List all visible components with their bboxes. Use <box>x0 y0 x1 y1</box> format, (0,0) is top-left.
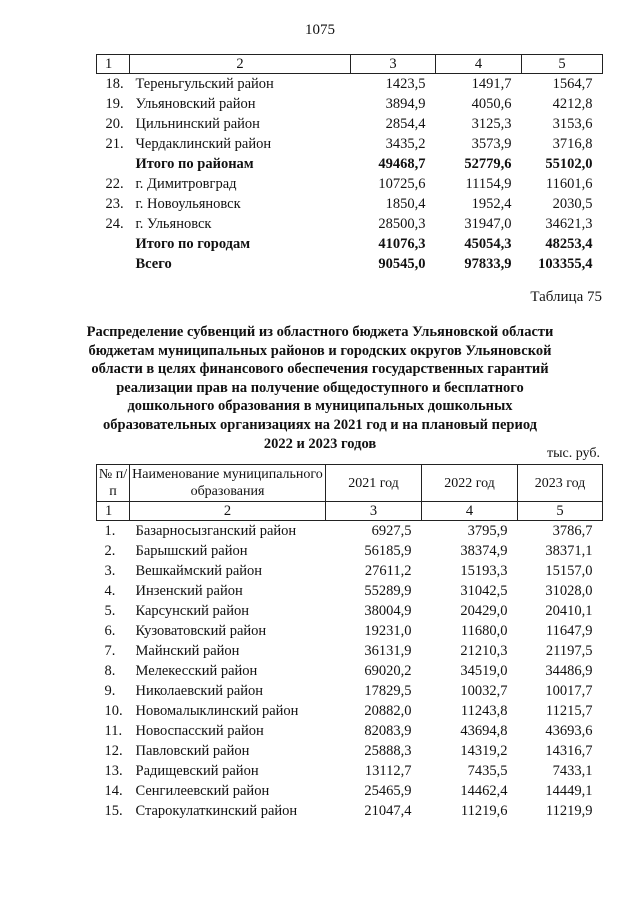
row-number: 18. <box>105 75 124 92</box>
allocation-table-continuation <box>96 54 603 274</box>
value-2021: 56185,9 <box>364 542 412 559</box>
value-col-5: 2030,5 <box>552 195 593 212</box>
value-col-3: 2854,4 <box>385 115 426 132</box>
municipality-name: Тереньгульский район <box>135 75 274 92</box>
column-number: 2 <box>130 55 351 74</box>
value-2021: 55289,9 <box>364 582 412 599</box>
title-line: Распределение субвенций из областного бюджета Ульяновской области <box>86 324 554 340</box>
row-number: 14. <box>104 782 123 799</box>
row-number: 11. <box>104 722 123 739</box>
municipality-name: Вешкаймский район <box>135 562 263 579</box>
value-2022: 20429,0 <box>460 602 508 619</box>
value-2023: 11219,9 <box>545 802 593 819</box>
value-2022: 11219,6 <box>460 802 508 819</box>
value-2023: 11215,7 <box>545 702 593 719</box>
column-number-row <box>97 502 603 521</box>
header-row <box>97 465 603 502</box>
row-number: 13. <box>104 762 123 779</box>
value-col-3: 49468,7 <box>378 155 426 172</box>
row-number: 21. <box>105 135 124 152</box>
row-number: 22. <box>105 175 124 192</box>
municipality-name: Майнский район <box>135 642 240 659</box>
municipality-name: Радищевский район <box>135 762 259 779</box>
column-number: 5 <box>522 55 603 74</box>
municipality-name: Старокулаткинский район <box>135 802 298 819</box>
municipality-name: Сенгилеевский район <box>135 782 270 799</box>
value-2023: 7433,1 <box>552 762 593 779</box>
value-2022: 7435,5 <box>467 762 508 779</box>
table-row <box>97 194 603 214</box>
value-col-4: 3573,9 <box>471 135 512 152</box>
value-col-4: 1952,4 <box>471 195 512 212</box>
value-col-5: 103355,4 <box>538 255 593 272</box>
title-line: дошкольного образования в муниципальных дошкольных <box>127 398 513 415</box>
table-row <box>97 541 603 561</box>
header-municipality: Наименование муниципального образования <box>130 465 326 502</box>
value-col-3: 1423,5 <box>385 75 426 92</box>
value-2023: 14316,7 <box>545 742 593 759</box>
value-col-4: 11154,9 <box>465 175 512 192</box>
table-row <box>97 801 603 821</box>
value-col-4: 1491,7 <box>471 75 512 92</box>
column-number: 3 <box>326 502 422 521</box>
value-2021: 21047,4 <box>364 802 412 819</box>
table-row <box>97 521 603 542</box>
value-2021: 13112,7 <box>364 762 412 779</box>
value-2023: 21197,5 <box>545 642 593 659</box>
municipality-name: Новомалыклинский район <box>135 702 299 719</box>
value-col-5: 34621,3 <box>545 215 593 232</box>
value-2023: 14449,1 <box>545 782 593 799</box>
header-year-2021: 2021 год <box>326 465 422 502</box>
value-2021: 82083,9 <box>364 722 412 739</box>
value-2021: 20882,0 <box>364 702 412 719</box>
value-2022: 34519,0 <box>460 662 508 679</box>
column-number: 3 <box>351 55 436 74</box>
municipality-name: Кузоватовский район <box>135 622 267 639</box>
municipality-name: г. Новоульяновск <box>135 195 241 212</box>
value-2023: 31028,0 <box>545 582 593 599</box>
value-2021: 27611,2 <box>364 562 412 579</box>
column-number: 5 <box>518 502 603 521</box>
table-row <box>97 581 603 601</box>
row-number: 3. <box>104 562 116 579</box>
value-col-5: 1564,7 <box>552 75 593 92</box>
value-2021: 69020,2 <box>364 662 412 679</box>
table-row <box>97 214 603 234</box>
value-2021: 25465,9 <box>364 782 412 799</box>
value-2022: 3795,9 <box>467 522 508 539</box>
row-number <box>97 154 130 174</box>
table-row <box>97 701 603 721</box>
row-number: 8. <box>104 662 116 679</box>
table-row <box>97 741 603 761</box>
units-label: тыс. руб. <box>547 446 600 461</box>
table-row <box>97 134 603 154</box>
value-2022: 38374,9 <box>460 542 508 559</box>
value-2022: 15193,3 <box>460 562 508 579</box>
value-2022: 43694,8 <box>460 722 508 739</box>
row-number: 23. <box>105 195 124 212</box>
value-col-5: 11601,6 <box>545 175 593 192</box>
value-col-4: 31947,0 <box>464 215 512 232</box>
value-col-5: 3716,8 <box>552 135 593 152</box>
municipality-name: г. Ульяновск <box>135 215 212 232</box>
value-2023: 34486,9 <box>545 662 593 679</box>
table-row <box>97 681 603 701</box>
municipality-name: г. Димитровград <box>135 175 237 192</box>
table-row <box>97 621 603 641</box>
row-number <box>97 254 130 274</box>
value-2021: 19231,0 <box>364 622 412 639</box>
total-row <box>97 234 603 254</box>
row-number: 6. <box>104 622 116 639</box>
header-year-2023: 2023 год <box>518 465 603 502</box>
title-line: 2022 и 2023 годов <box>263 435 377 452</box>
row-number: 4. <box>104 582 116 599</box>
total-row <box>97 254 603 274</box>
row-number <box>97 234 130 254</box>
value-col-3: 1850,4 <box>385 195 426 212</box>
row-number: 9. <box>104 682 116 699</box>
municipality-name: Николаевский район <box>135 682 264 699</box>
value-col-4: 3125,3 <box>471 115 512 132</box>
value-2023: 10017,7 <box>545 682 593 699</box>
value-2023: 11647,9 <box>545 622 593 639</box>
table-row <box>97 74 603 95</box>
row-number: 19. <box>105 95 124 112</box>
municipality-name: Ульяновский район <box>135 95 256 112</box>
table-row <box>97 561 603 581</box>
value-2022: 21210,3 <box>460 642 508 659</box>
header-number: № п/п <box>97 465 130 502</box>
table-row <box>97 174 603 194</box>
value-col-5: 48253,4 <box>545 235 593 252</box>
column-number: 1 <box>97 55 130 74</box>
value-2023: 3786,7 <box>552 522 593 539</box>
row-number: 1. <box>104 522 116 539</box>
column-number: 4 <box>422 502 518 521</box>
value-2022: 11243,8 <box>460 702 508 719</box>
value-col-3: 10725,6 <box>378 175 426 192</box>
table-row <box>97 114 603 134</box>
value-2022: 14319,2 <box>460 742 508 759</box>
page-number: 1075 <box>305 22 335 38</box>
table-row <box>97 601 603 621</box>
municipality-name: Барышский район <box>135 542 248 559</box>
value-2023: 15157,0 <box>545 562 593 579</box>
municipality-name: Итого по районам <box>135 155 254 172</box>
value-2021: 38004,9 <box>364 602 412 619</box>
column-number-row <box>97 55 603 74</box>
value-2021: 36131,9 <box>364 642 412 659</box>
municipality-name: Мелекесский район <box>135 662 258 679</box>
value-col-3: 28500,3 <box>378 215 426 232</box>
title-line: бюджетам муниципальных районов и городских округов Ульяновской <box>88 342 552 359</box>
table-row <box>97 661 603 681</box>
value-col-5: 55102,0 <box>545 155 593 172</box>
row-number: 2. <box>104 542 116 559</box>
row-number: 7. <box>104 642 116 659</box>
column-number: 2 <box>130 502 326 521</box>
header-year-2022: 2022 год <box>422 465 518 502</box>
value-col-3: 3894,9 <box>385 95 426 112</box>
row-number: 24. <box>105 215 124 232</box>
value-2022: 10032,7 <box>460 682 508 699</box>
table-row <box>97 94 603 114</box>
municipality-name: Чердаклинский район <box>135 135 272 152</box>
value-2022: 11680,0 <box>460 622 508 639</box>
subvention-distribution-table <box>96 464 603 821</box>
municipality-name: Базарносызганский район <box>135 522 297 539</box>
table-row <box>97 761 603 781</box>
value-2022: 31042,5 <box>460 582 508 599</box>
value-col-3: 3435,2 <box>385 135 426 152</box>
value-2021: 17829,5 <box>364 682 412 699</box>
municipality-name: Карсунский район <box>135 602 250 619</box>
municipality-name: Новоспасский район <box>135 722 264 739</box>
table-caption: Таблица 75 <box>530 289 602 305</box>
value-2023: 20410,1 <box>545 602 593 619</box>
value-2021: 25888,3 <box>364 742 412 759</box>
value-2022: 14462,4 <box>460 782 508 799</box>
title-line: области в целях финансового обеспечения государственных гарантий <box>91 361 549 378</box>
value-col-4: 4050,6 <box>471 95 512 112</box>
title-line: образовательных организациях на 2021 год и на плановый период <box>103 416 537 433</box>
municipality-name: Всего <box>135 255 172 272</box>
municipality-name: Цильнинский район <box>135 115 260 132</box>
column-number: 1 <box>97 502 130 521</box>
table-row <box>97 781 603 801</box>
municipality-name: Инзенский район <box>135 582 243 599</box>
value-col-4: 97833,9 <box>464 255 512 272</box>
title-line: реализации прав на получение общедоступного и бесплатного <box>116 379 524 396</box>
table-title <box>80 323 560 453</box>
value-col-4: 52779,6 <box>464 155 512 172</box>
municipality-name: Итого по городам <box>135 235 251 252</box>
row-number: 20. <box>105 115 124 132</box>
value-col-5: 3153,6 <box>552 115 593 132</box>
value-col-3: 41076,3 <box>378 235 426 252</box>
row-number: 10. <box>104 702 123 719</box>
column-number: 4 <box>436 55 522 74</box>
value-2023: 43693,6 <box>545 722 593 739</box>
value-col-4: 45054,3 <box>464 235 512 252</box>
value-col-3: 90545,0 <box>378 255 426 272</box>
value-2023: 38371,1 <box>545 542 593 559</box>
value-2021: 6927,5 <box>371 522 412 539</box>
municipality-name: Павловский район <box>135 742 250 759</box>
value-col-5: 4212,8 <box>552 95 593 112</box>
row-number: 5. <box>104 602 116 619</box>
table-row <box>97 641 603 661</box>
total-row <box>97 154 603 174</box>
table-row <box>97 721 603 741</box>
row-number: 15. <box>104 802 123 819</box>
row-number: 12. <box>104 742 123 759</box>
